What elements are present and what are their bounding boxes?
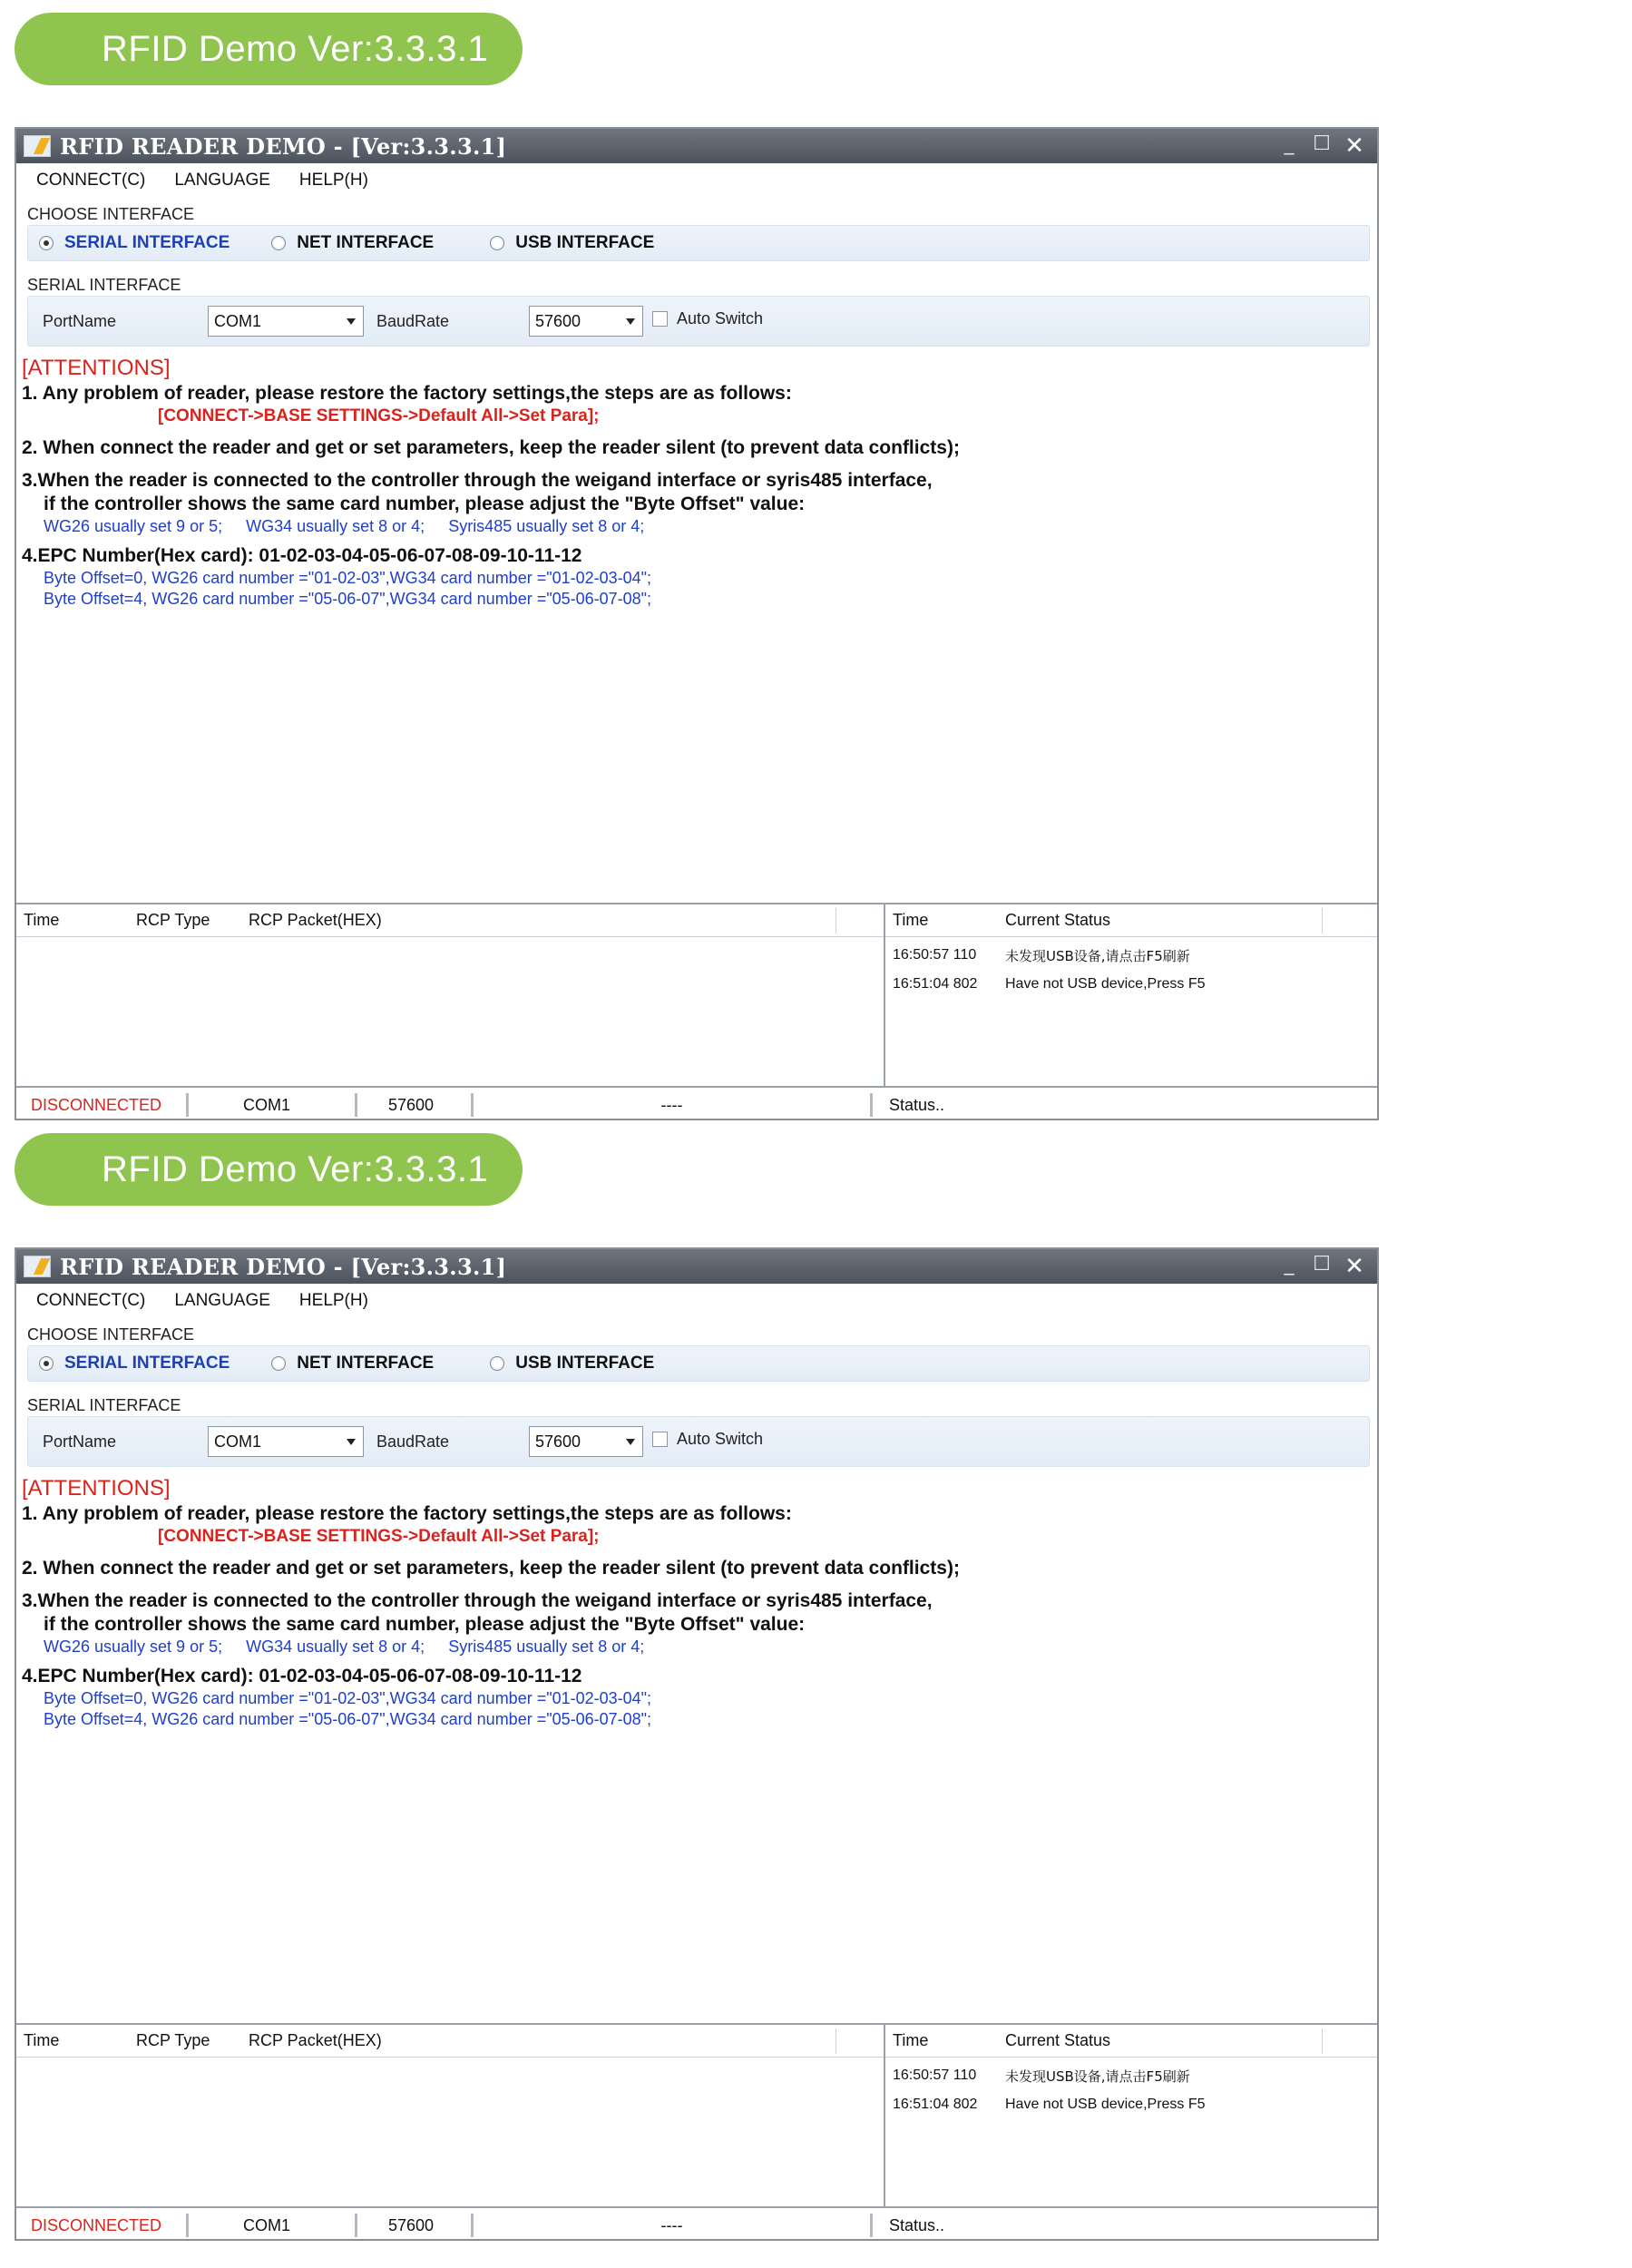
radio-label: NET INTERFACE: [297, 233, 435, 252]
baud-rate-value: 57600: [535, 311, 581, 330]
connection-status-text: DISCONNECTED: [31, 1095, 162, 1114]
baud-rate-label: BaudRate: [376, 1432, 450, 1451]
choose-interface-group: [27, 1345, 1370, 1382]
column-label: Time: [893, 2031, 929, 2049]
table-row[interactable]: [885, 2061, 1377, 2090]
menu-connect[interactable]: CONNECT(C): [36, 171, 146, 190]
row-time: 16:51:04 802: [893, 2097, 978, 2112]
radio-label: SERIAL INTERFACE: [64, 233, 230, 252]
column-label: RCP Type: [136, 911, 210, 929]
hint-wg34: WG34 usually set 8 or 4;: [246, 1637, 425, 1656]
attentions-panel: [22, 1476, 960, 1729]
demo-section: [0, 0, 1632, 1120]
attention-item-4: 4.EPC Number(Hex card): 01-02-03-04-05-06-07-08-09-10-11-12: [22, 545, 582, 566]
status-message: [873, 2216, 944, 2235]
choose-interface-group: [27, 225, 1370, 261]
status-baud-text: 57600: [388, 2215, 435, 2234]
connection-status: [16, 1093, 189, 1117]
serial-interface-group: [27, 1416, 1370, 1467]
port-name-value: COM1: [214, 311, 262, 330]
radio-unselected-icon: [490, 1356, 504, 1371]
auto-switch-label: Auto Switch: [677, 1429, 764, 1448]
baud-rate-value: 57600: [535, 1432, 581, 1451]
radio-usb-interface[interactable]: [490, 1354, 654, 1374]
row-status: 未发现USB设备,请点击F5刷新: [1005, 2068, 1190, 2085]
dropdown-arrow-icon: [347, 1439, 356, 1445]
serial-interface-label: SERIAL INTERFACE: [27, 1396, 181, 1414]
table-row[interactable]: [885, 970, 1377, 999]
close-icon[interactable]: ✕: [1344, 1253, 1364, 1280]
attention-item-3: 3.When the reader is connected to the controller through the weigand interface or syris485 interface,: [22, 470, 933, 491]
status-bar: [16, 1090, 1377, 1120]
status-info: [474, 2214, 873, 2237]
column-rcp-type[interactable]: [129, 2025, 241, 2057]
app-icon: [24, 135, 51, 157]
choose-interface-label: CHOOSE INTERFACE: [27, 1325, 195, 1344]
column-current-status[interactable]: [998, 904, 1323, 936]
port-name-select[interactable]: [208, 306, 364, 337]
status-info-text: ----: [660, 1095, 683, 1114]
status-message: [873, 1096, 944, 1115]
port-name-value: COM1: [214, 1432, 262, 1451]
title-bar[interactable]: [16, 129, 1377, 163]
status-log-table[interactable]: [885, 904, 1377, 1086]
menu-language[interactable]: LANGUAGE: [174, 1291, 270, 1310]
column-rcp-packet[interactable]: [241, 904, 836, 936]
table-row[interactable]: [885, 941, 1377, 970]
attention-item-4-example-2: Byte Offset=4, WG26 card number ="05-06-07",WG34 card number ="05-06-07-08";: [44, 1710, 652, 1728]
row-status: Have not USB device,Press F5: [1005, 976, 1206, 992]
menu-language[interactable]: LANGUAGE: [174, 171, 270, 190]
attention-item-3-hints: [44, 517, 960, 536]
menu-help[interactable]: HELP(H): [298, 171, 368, 190]
column-label: Time: [893, 911, 929, 929]
row-time: 16:51:04 802: [893, 976, 978, 992]
checkbox-unchecked-icon: [652, 1432, 668, 1447]
attention-item-2: 2. When connect the reader and get or set parameters, keep the reader silent (to prevent data conflicts);: [22, 1558, 960, 1579]
attention-item-4: 4.EPC Number(Hex card): 01-02-03-04-05-06-07-08-09-10-11-12: [22, 1666, 582, 1686]
status-port-text: COM1: [243, 2215, 291, 2234]
row-time: 16:50:57 110: [893, 947, 977, 963]
attention-item-3-hints: [44, 1637, 960, 1657]
column-time[interactable]: [16, 904, 129, 936]
attention-item-1-path: [CONNECT->BASE SETTINGS->Default All->Set Para];: [158, 1527, 600, 1546]
status-baud: [357, 2214, 474, 2237]
radio-usb-interface[interactable]: [490, 233, 654, 253]
port-name-label: PortName: [43, 311, 117, 330]
status-message-text: Status..: [889, 1095, 945, 1114]
window-controls: [1277, 132, 1377, 160]
radio-unselected-icon: [271, 236, 286, 250]
app-window: [15, 127, 1379, 1120]
window-controls: [1277, 1253, 1377, 1280]
radio-label: USB INTERFACE: [515, 233, 655, 252]
status-port-text: COM1: [243, 1095, 291, 1114]
row-time: 16:50:57 110: [893, 2068, 977, 2083]
status-log-header: [885, 904, 1377, 937]
dropdown-arrow-icon: [626, 1439, 635, 1445]
minimize-icon[interactable]: _: [1284, 1253, 1295, 1276]
auto-switch-checkbox[interactable]: [652, 309, 763, 328]
baud-rate-select[interactable]: [529, 1426, 643, 1457]
status-bar: [16, 2210, 1377, 2241]
attention-item-4-example-1: Byte Offset=0, WG26 card number ="01-02-03",WG34 card number ="01-02-03-04";: [44, 1689, 652, 1707]
dropdown-arrow-icon: [347, 318, 356, 325]
menu-help[interactable]: HELP(H): [298, 1291, 368, 1310]
column-label: Current Status: [1005, 2031, 1111, 2049]
status-port: [189, 2214, 357, 2237]
minimize-icon[interactable]: _: [1284, 132, 1295, 155]
log-panels: [16, 2023, 1377, 2208]
checkbox-unchecked-icon: [652, 311, 668, 327]
attention-item-4-example-2: Byte Offset=4, WG26 card number ="05-06-07",WG34 card number ="05-06-07-08";: [44, 590, 652, 608]
hint-wg26: WG26 usually set 9 or 5;: [44, 517, 223, 535]
radio-serial-interface[interactable]: [39, 1354, 230, 1374]
status-log-table[interactable]: [885, 2025, 1377, 2206]
column-rcp-type[interactable]: [129, 904, 241, 936]
baud-rate-select[interactable]: [529, 306, 643, 337]
radio-net-interface[interactable]: [271, 233, 434, 253]
app-window: [15, 1247, 1379, 2241]
row-status: 未发现USB设备,请点击F5刷新: [1005, 947, 1190, 964]
app-icon: [24, 1256, 51, 1277]
column-rcp-packet[interactable]: [241, 2025, 836, 2057]
log-panels: [16, 903, 1377, 1088]
dropdown-arrow-icon: [626, 318, 635, 325]
window-title: RFID READER DEMO - [Ver:3.3.3.1]: [60, 132, 507, 160]
column-label: RCP Type: [136, 2031, 210, 2049]
status-baud: [357, 1093, 474, 1117]
menu-bar: [16, 165, 1377, 196]
radio-selected-icon: [39, 236, 54, 250]
status-message-text: Status..: [889, 2215, 945, 2234]
maximize-icon[interactable]: ☐: [1313, 132, 1331, 155]
attentions-heading: [ATTENTIONS]: [22, 356, 171, 380]
serial-interface-label: SERIAL INTERFACE: [27, 276, 181, 294]
choose-interface-label: CHOOSE INTERFACE: [27, 205, 195, 223]
radio-label: USB INTERFACE: [515, 1354, 655, 1373]
hint-syris485: Syris485 usually set 8 or 4;: [448, 517, 645, 535]
column-time[interactable]: [885, 2025, 998, 2057]
status-info: [474, 1093, 873, 1117]
column-time[interactable]: [16, 2025, 129, 2057]
auto-switch-checkbox[interactable]: [652, 1430, 763, 1449]
radio-selected-icon: [39, 1356, 54, 1371]
column-current-status[interactable]: [998, 2025, 1323, 2057]
baud-rate-label: BaudRate: [376, 311, 450, 330]
version-banner: RFID Demo Ver:3.3.3.1: [15, 1133, 523, 1206]
column-label: RCP Packet(HEX): [249, 2031, 382, 2049]
rcp-log-table[interactable]: [16, 2025, 885, 2206]
radio-net-interface[interactable]: [271, 1354, 434, 1374]
attention-item-3-line-2: if the controller shows the same card number, please adjust the "Byte Offset" value:: [44, 494, 806, 514]
connection-status: [16, 2214, 189, 2237]
radio-label: NET INTERFACE: [297, 1354, 435, 1373]
column-label: RCP Packet(HEX): [249, 911, 382, 929]
column-label: Time: [24, 911, 60, 929]
rcp-log-header: [16, 904, 884, 937]
connection-status-text: DISCONNECTED: [31, 2215, 162, 2234]
radio-serial-interface[interactable]: [39, 233, 230, 253]
status-info-text: ----: [660, 2215, 683, 2234]
hint-wg26: WG26 usually set 9 or 5;: [44, 1637, 223, 1656]
attention-item-1: 1. Any problem of reader, please restore the factory settings,the steps are as follows:: [22, 1503, 792, 1524]
column-label: Current Status: [1005, 911, 1111, 929]
radio-unselected-icon: [271, 1356, 286, 1371]
table-row[interactable]: [885, 2090, 1377, 2119]
attention-item-3: 3.When the reader is connected to the controller through the weigand interface or syris485 interface,: [22, 1590, 933, 1611]
menu-connect[interactable]: CONNECT(C): [36, 1291, 146, 1310]
attention-item-4-example-1: Byte Offset=0, WG26 card number ="01-02-03",WG34 card number ="01-02-03-04";: [44, 569, 652, 587]
status-port: [189, 1093, 357, 1117]
radio-unselected-icon: [490, 236, 504, 250]
port-name-label: PortName: [43, 1432, 117, 1451]
auto-switch-label: Auto Switch: [677, 308, 764, 327]
maximize-icon[interactable]: ☐: [1313, 1253, 1331, 1276]
column-label: Time: [24, 2031, 60, 2049]
demo-section: [0, 1120, 1632, 2241]
column-time[interactable]: [885, 904, 998, 936]
menu-bar: [16, 1286, 1377, 1316]
rcp-log-header: [16, 2025, 884, 2058]
hint-wg34: WG34 usually set 8 or 4;: [246, 517, 425, 535]
attention-item-1-path: [CONNECT->BASE SETTINGS->Default All->Set Para];: [158, 406, 600, 425]
attention-item-1: 1. Any problem of reader, please restore the factory settings,the steps are as follows:: [22, 383, 792, 404]
attentions-panel: [22, 356, 960, 609]
radio-label: SERIAL INTERFACE: [64, 1354, 230, 1373]
version-banner: RFID Demo Ver:3.3.3.1: [15, 13, 523, 85]
status-baud-text: 57600: [388, 1095, 435, 1114]
port-name-select[interactable]: [208, 1426, 364, 1457]
attentions-heading: [ATTENTIONS]: [22, 1476, 171, 1501]
window-title: RFID READER DEMO - [Ver:3.3.3.1]: [60, 1253, 507, 1280]
close-icon[interactable]: ✕: [1344, 132, 1364, 160]
title-bar[interactable]: [16, 1249, 1377, 1284]
row-status: Have not USB device,Press F5: [1005, 2097, 1206, 2112]
serial-interface-group: [27, 296, 1370, 347]
rcp-log-table[interactable]: [16, 904, 885, 1086]
hint-syris485: Syris485 usually set 8 or 4;: [448, 1637, 645, 1656]
attention-item-3-line-2: if the controller shows the same card number, please adjust the "Byte Offset" value:: [44, 1614, 806, 1635]
attention-item-2: 2. When connect the reader and get or set parameters, keep the reader silent (to prevent data conflicts);: [22, 437, 960, 458]
status-log-header: [885, 2025, 1377, 2058]
